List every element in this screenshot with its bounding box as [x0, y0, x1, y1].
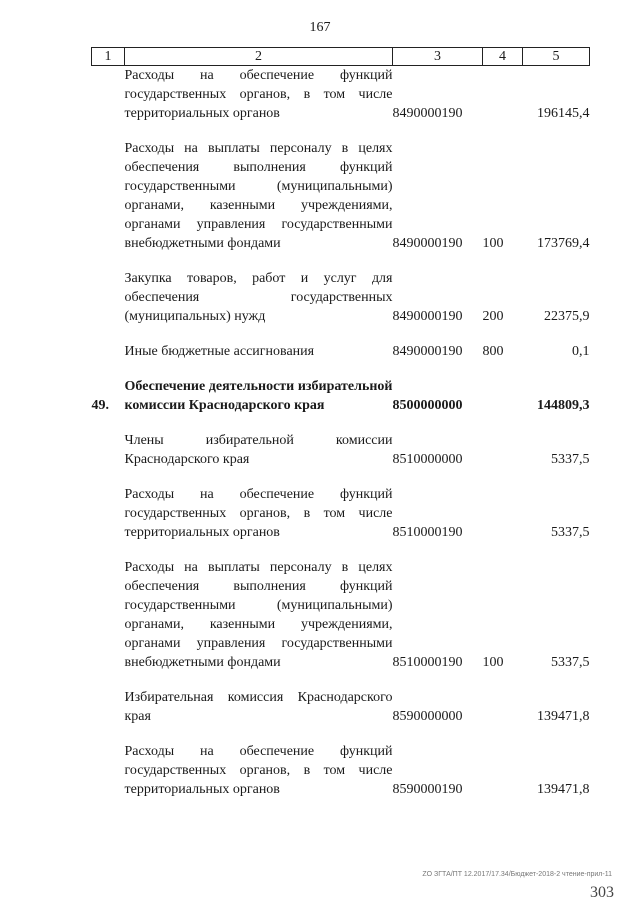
target-code: 8490000190 [392, 106, 463, 121]
target-code: 8510000000 [392, 452, 463, 467]
expense-name: Члены избирательной комиссии Краснодарского края [124, 433, 393, 467]
row-number [92, 139, 125, 253]
row-number [92, 431, 125, 469]
expense-type-code [483, 66, 523, 124]
row-number [92, 558, 125, 672]
column-number-3: 3 [393, 48, 483, 66]
expense-type-code [483, 431, 523, 469]
page-number: 167 [309, 20, 331, 35]
table-row [92, 485, 590, 542]
expense-type-code: 200 [482, 309, 504, 324]
amount: 5337,5 [551, 655, 590, 670]
column-number-header [92, 48, 590, 66]
table-row [92, 342, 590, 361]
row-number: 49. [91, 398, 109, 413]
expense-type-code [483, 688, 523, 726]
amount: 5337,5 [551, 452, 590, 467]
expense-name: Расходы на обеспечение функций государственных органов, в том числе территориальных органов [124, 744, 393, 797]
column-number-4: 4 [483, 48, 523, 66]
table-row [92, 66, 590, 124]
expense-type-code [483, 485, 523, 542]
target-code: 8490000190 [392, 344, 463, 359]
table-row [92, 742, 590, 799]
amount: 139471,8 [537, 782, 590, 797]
expense-name: Закупка товаров, работ и услуг для обеспечения государственных (муниципальных) нужд [124, 271, 393, 324]
expense-name: Расходы на обеспечение функций государственных органов, в том числе территориальных органов [124, 487, 393, 540]
expense-name: Расходы на выплаты персоналу в целях обеспечения выполнения функций государственными (муниципальными) органами, казенными учреждениями, органами управления государственными внебюджетными фондами [124, 560, 393, 670]
column-number-1: 1 [92, 48, 125, 66]
table-row [92, 139, 590, 253]
expense-type-code [483, 742, 523, 799]
target-code: 8590000190 [392, 782, 463, 797]
row-number [92, 485, 125, 542]
amount: 144809,3 [537, 398, 590, 413]
expense-name: Иные бюджетные ассигнования [124, 344, 315, 359]
expense-name: Избирательная комиссия Краснодарского края [124, 690, 393, 724]
row-number [92, 66, 125, 124]
document-page-number: 303 [590, 884, 614, 901]
expense-type-code [483, 377, 523, 415]
column-number-2: 2 [125, 48, 393, 66]
expense-type-code: 100 [482, 236, 504, 251]
row-number [92, 742, 125, 799]
amount: 196145,4 [537, 106, 590, 121]
target-code: 8490000190 [392, 309, 463, 324]
target-code: 8510000190 [392, 525, 463, 540]
budget-table [91, 47, 590, 799]
target-code: 8500000000 [392, 398, 463, 413]
expense-type-code: 100 [482, 655, 504, 670]
amount: 173769,4 [537, 236, 590, 251]
document-stamp: ZO ЗГТА/ПТ 12.2017/17.34/Бюджет-2018-2 чтение-прил-11 [422, 871, 612, 878]
column-number-5: 5 [523, 48, 590, 66]
row-number [92, 342, 125, 361]
row-number [92, 688, 125, 726]
table-row [92, 269, 590, 326]
expense-name: Расходы на обеспечение функций государственных органов, в том числе территориальных органов [124, 68, 393, 121]
target-code: 8510000190 [392, 655, 463, 670]
table-row [92, 431, 590, 469]
table-row [92, 558, 590, 672]
amount: 5337,5 [551, 525, 590, 540]
amount: 22375,9 [544, 309, 590, 324]
expense-name: Расходы на выплаты персоналу в целях обеспечения выполнения функций государственными (муниципальными) органами, казенными учреждениями, органами управления государственными внебюджетными фондами [124, 141, 393, 251]
table-row-section [92, 377, 590, 415]
target-code: 8590000000 [392, 709, 463, 724]
expense-type-code: 800 [482, 344, 504, 359]
row-number [92, 269, 125, 326]
amount: 0,1 [572, 344, 590, 359]
expense-name: Обеспечение деятельности избирательной комиссии Краснодарского края [124, 379, 393, 413]
table-row [92, 688, 590, 726]
target-code: 8490000190 [392, 236, 463, 251]
amount: 139471,8 [537, 709, 590, 724]
